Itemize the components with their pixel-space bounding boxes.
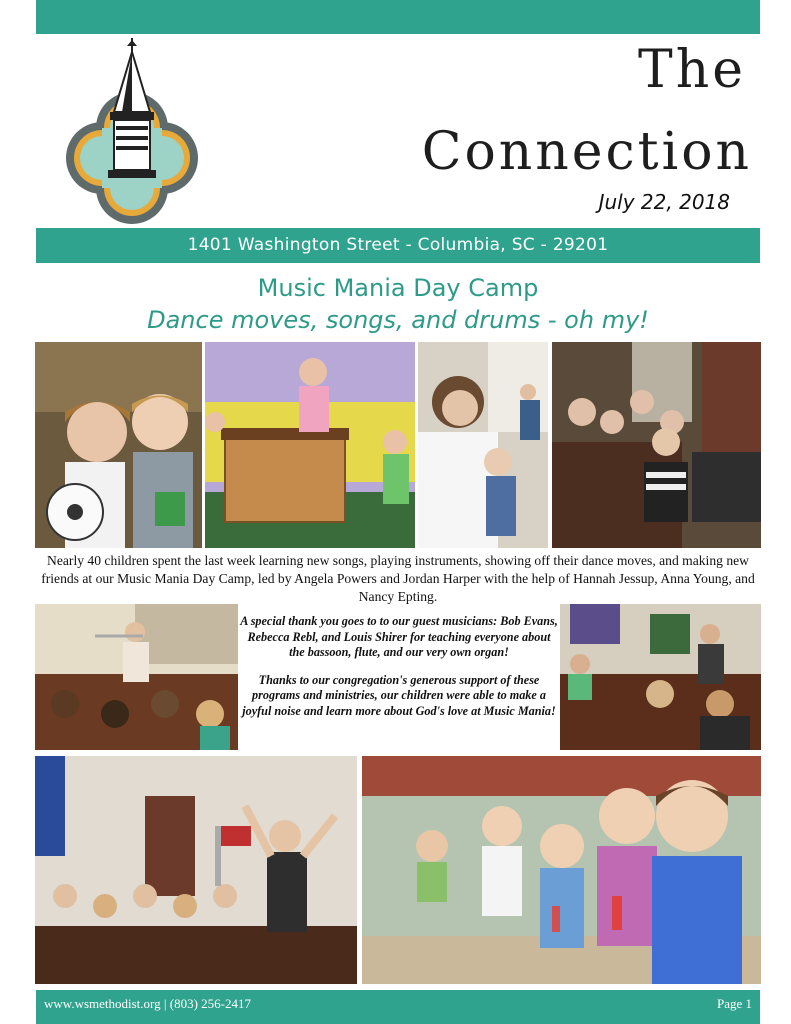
intro-paragraph: Nearly 40 children spent the last week learning new songs, playing instruments, showing off their dance moves, and making new friends at our Music Mania Day Camp, led by Angela Powers and Jordan Harper with the help of Hannah Jessup, Anna Young, and Nancy Epting. [41,553,755,604]
photo-popsicles [362,756,761,984]
article-subheadline: Dance moves, songs, and drums - oh my! [147,306,649,334]
address-bar [36,228,760,263]
footer-contact: www.wsmethodist.org | (803) 256-2417 [44,996,251,1011]
photo-flute-performance [35,604,238,750]
photo-guest-musicians [560,604,761,750]
footer-bar [36,990,760,1024]
issue-date: July 22, 2018 [598,190,730,214]
photo-kids-with-ball [35,342,202,548]
thanks-section [240,614,558,731]
photo-teacher-with-child [418,342,548,548]
masthead-title-line1: The [638,40,746,100]
thanks-musicians: A special thank you goes to to our guest musicians: Bob Evans, Rebecca Rebl, and Louis Shirer for teaching everyone about the bassoon, flute, and our very own organ! [240,614,558,659]
thanks-congregation: Thanks to our congregation's generous support of these programs and ministries, our children were able to make a joyful noise and learn more about God's love at Music Mania! [242,672,556,718]
address-text: 1401 Washington Street - Columbia, SC - 29201 [187,235,609,255]
top-accent-bar [36,0,760,34]
masthead-title-line2: Connection [421,122,752,182]
steeple-logo-icon [64,38,200,228]
photo-sanctuary-organ [552,342,761,548]
photo-dance-moves [35,756,357,984]
page-number: Page 1 [716,996,752,1011]
article-headline: Music Mania Day Camp [257,274,539,302]
photo-xylophone [205,342,415,548]
